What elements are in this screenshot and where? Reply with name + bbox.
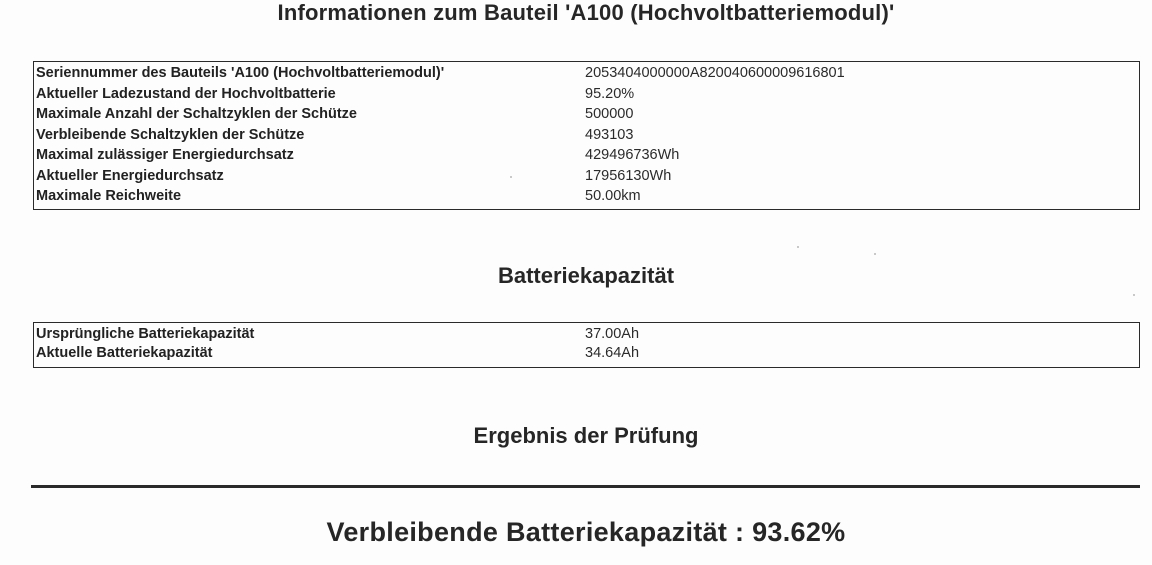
row-label: Maximal zulässiger Energiedurchsatz: [36, 147, 294, 163]
scan-speck: [797, 246, 799, 248]
row-label: Aktuelle Batteriekapazität: [36, 345, 213, 361]
row-value: 17956130Wh: [585, 167, 672, 184]
capacity-section-title: Batteriekapazität: [497, 263, 675, 288]
row-label: Seriennummer des Bauteils 'A100 (Hochvoltbatteriemodul)': [36, 65, 445, 81]
row-value: 37.00Ah: [585, 326, 640, 342]
capacity-table: [33, 322, 1140, 368]
row-label: Maximale Reichweite: [36, 188, 182, 204]
row-label: Maximale Anzahl der Schaltzyklen der Schütze: [36, 106, 357, 122]
row-value: 2053404000000A820040600009616801: [585, 65, 845, 81]
table-row: [34, 104, 1139, 125]
component-info-table: [33, 61, 1140, 210]
table-row: [34, 186, 1139, 207]
table-row: [34, 145, 1139, 166]
table-row: [34, 344, 1139, 363]
row-label: Aktueller Ladezustand der Hochvoltbatterie: [36, 85, 336, 102]
table-row: [34, 166, 1139, 187]
scan-speck: [874, 253, 876, 255]
section-divider: [31, 485, 1140, 488]
table-row: [34, 63, 1139, 84]
result-section-title: Ergebnis der Prüfung: [473, 423, 699, 448]
row-value: 95.20%: [585, 85, 635, 102]
row-value: 34.64Ah: [585, 345, 640, 361]
row-value: 429496736Wh: [585, 147, 680, 163]
table-row: [34, 84, 1139, 105]
table-row: [34, 325, 1139, 344]
result-summary: Verbleibende Batteriekapazität : 93.62%: [326, 517, 846, 547]
row-label: Aktueller Energiedurchsatz: [36, 167, 224, 184]
row-value: 500000: [585, 106, 634, 122]
row-value: 50.00km: [585, 188, 641, 204]
row-value: 493103: [585, 126, 634, 143]
page-title: Informationen zum Bauteil 'A100 (Hochvoltbatteriemodul)': [277, 0, 895, 25]
table-row: [34, 125, 1139, 146]
scan-speck: [1133, 294, 1135, 296]
scan-speck: [510, 176, 512, 178]
row-label: Verbleibende Schaltzyklen der Schütze: [36, 126, 305, 143]
row-label: Ursprüngliche Batteriekapazität: [36, 326, 255, 342]
